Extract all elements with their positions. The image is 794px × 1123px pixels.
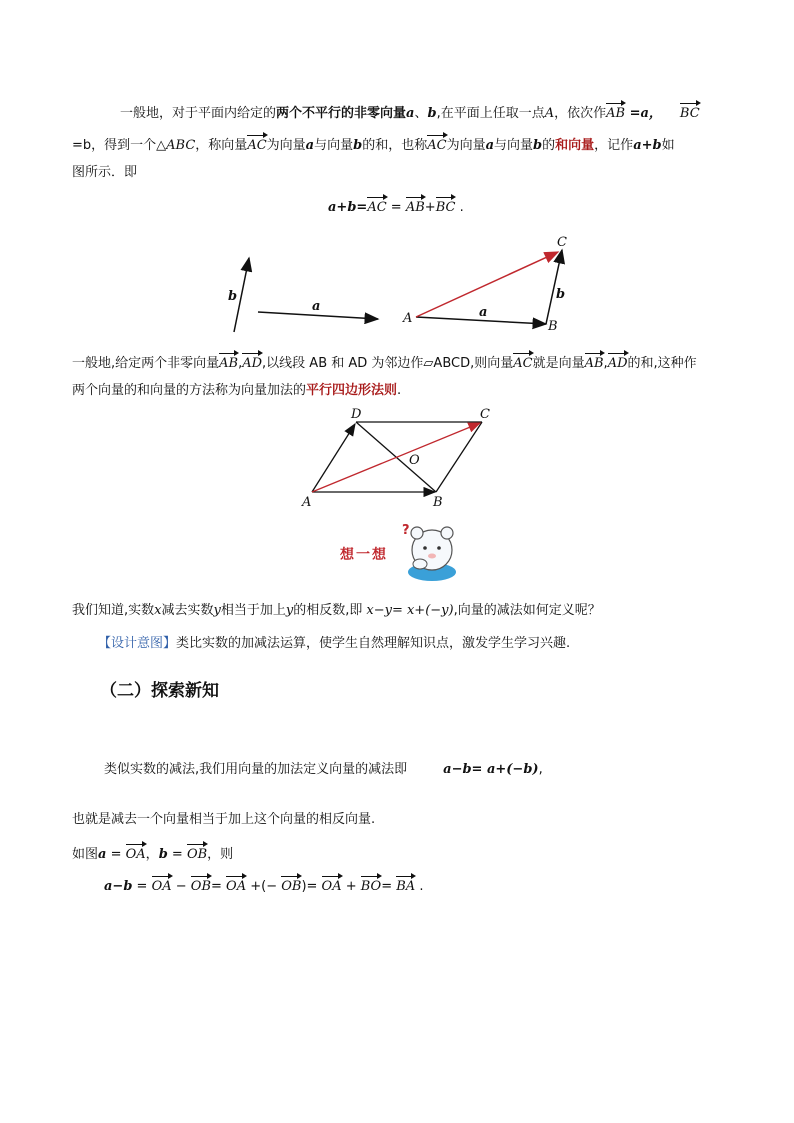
para1-line3: 图所示．即 xyxy=(72,165,138,180)
text: 的和，也称 xyxy=(362,138,428,153)
vector-b: b xyxy=(533,138,543,153)
text: 两个不平行的非零向量 xyxy=(276,106,407,121)
text: 的和,这种作 xyxy=(627,356,697,371)
term-sum-vector: 和向量 xyxy=(555,138,595,153)
vector-AC: AC xyxy=(367,196,386,217)
formula-sum xyxy=(328,196,794,217)
text: = xyxy=(211,879,227,894)
label-A: A xyxy=(403,311,413,326)
vector-a: a xyxy=(305,138,315,153)
vector-BC: BC xyxy=(680,102,700,123)
para3 xyxy=(72,602,724,620)
vector-AB: AB xyxy=(585,352,604,373)
label-a: a xyxy=(312,299,321,314)
vector-AB: AB xyxy=(219,352,238,373)
equation-xy: x−y= x+(−y) xyxy=(366,603,454,618)
label-B: B xyxy=(433,495,443,510)
text: ,在平面上任取一点 xyxy=(436,106,545,121)
design-intent xyxy=(98,635,750,653)
text: 我们知道,实数 xyxy=(72,603,155,618)
text: 一般地，对于平面内给定的 xyxy=(120,106,277,121)
text: =a， xyxy=(625,106,662,121)
vector-b: b xyxy=(427,106,437,121)
term-parallelogram-rule: 平行四边形法则 xyxy=(306,383,398,398)
text: + xyxy=(341,879,361,894)
text: , xyxy=(603,356,608,371)
triangle-ABC: ABC xyxy=(166,138,196,153)
text: 一般地,给定两个非零向量 xyxy=(72,356,220,371)
vector-AB: AB xyxy=(406,196,425,217)
vector-AC: AC xyxy=(247,134,266,155)
text: ,向量的减法如何定义呢？ xyxy=(453,603,601,618)
label-O: O xyxy=(409,453,420,468)
para1-line1 xyxy=(120,102,772,123)
text: = xyxy=(132,879,152,894)
vector-AD: AD xyxy=(242,352,262,373)
text: 与向量 xyxy=(314,138,354,153)
triangle-rule-figure xyxy=(220,230,580,340)
bear-thinking-icon xyxy=(398,520,468,584)
text: 的相反数,即 xyxy=(293,603,363,618)
vector-BC: BC xyxy=(436,196,456,217)
text: 两个向量的和向量的方法称为向量加法的 xyxy=(72,383,307,398)
label-b2: b xyxy=(556,287,566,302)
vector-OA: OA xyxy=(226,875,246,896)
text: 类似实数的减法,我们用向量的加法定义向量的减法即 xyxy=(104,762,408,777)
vector-AC: AC xyxy=(427,134,446,155)
para1-line2 xyxy=(72,134,724,155)
text: 的 xyxy=(542,138,556,153)
text: ， xyxy=(145,847,159,862)
text: 相当于加上 xyxy=(220,603,286,618)
text: ，记作 xyxy=(594,138,634,153)
expr-a-minus-b: a−b xyxy=(443,762,472,777)
text: . xyxy=(455,200,464,215)
label-C: C xyxy=(480,407,490,422)
formula-difference xyxy=(104,875,756,896)
text: )= xyxy=(301,879,322,894)
think-badge xyxy=(340,520,470,584)
vector-a: a xyxy=(406,106,415,121)
text: 与向量 xyxy=(494,138,534,153)
var-y: y xyxy=(285,603,294,618)
expr-a-plus-b: a+b xyxy=(633,138,662,153)
text: = xyxy=(381,879,397,894)
text: 如 xyxy=(661,138,675,153)
para4 xyxy=(104,761,756,779)
vector-AD: AD xyxy=(608,352,628,373)
vector-OB: OB xyxy=(191,875,211,896)
para2-line2 xyxy=(72,382,724,400)
text: ,以线段 AB 和 AD 为邻边作▱ABCD,则向量 xyxy=(262,356,514,371)
label-a2: a xyxy=(479,305,488,320)
point-A: A xyxy=(544,106,555,121)
design-intent-tag: 【设计意图】 xyxy=(98,636,177,651)
text: ，则 xyxy=(207,847,234,862)
expr-a-plus-neg-b: = a+(−b) xyxy=(471,762,539,777)
var-x: x xyxy=(154,603,162,618)
text: 、 xyxy=(414,106,428,121)
text: 类比实数的加减法运算，使学生自然理解知识点，激发学生学习兴趣. xyxy=(176,636,571,651)
text: =b，得到一个△ xyxy=(72,138,167,153)
label-B: B xyxy=(548,319,558,334)
formula-lhs: a−b xyxy=(104,879,133,894)
text: 就是向量 xyxy=(532,356,585,371)
vector-AC: AC xyxy=(513,352,532,373)
vector-OA: OA xyxy=(152,875,172,896)
text: 减去实数 xyxy=(161,603,214,618)
vector-AD-arrow xyxy=(312,424,355,492)
text: 如图 xyxy=(72,847,99,862)
text: . xyxy=(415,879,424,894)
text: − xyxy=(171,879,191,894)
para5: 也就是减去一个向量相当于加上这个向量的相反向量. xyxy=(72,812,376,827)
text: . xyxy=(397,383,402,398)
svg-text:?: ? xyxy=(402,523,410,538)
text: ，称向量 xyxy=(195,138,248,153)
var-y: y xyxy=(213,603,221,618)
formula-lhs: a+b= xyxy=(328,200,368,215)
section-heading: （二）探索新知 xyxy=(100,681,219,701)
text: = xyxy=(167,847,187,862)
label-C: C xyxy=(557,235,567,250)
label-D: D xyxy=(351,407,362,422)
para6 xyxy=(72,843,724,864)
vector-OB: OB xyxy=(187,843,207,864)
label-A: A xyxy=(302,495,312,510)
text: , xyxy=(538,762,543,777)
vector-OA: OA xyxy=(126,843,146,864)
vector-BA: BA xyxy=(396,875,415,896)
text: = xyxy=(386,200,406,215)
text: +(− xyxy=(246,879,282,894)
text: + xyxy=(424,200,436,215)
text: , xyxy=(238,356,243,371)
text: 为向量 xyxy=(266,138,306,153)
text: 为向量 xyxy=(446,138,486,153)
side-BC xyxy=(436,422,482,492)
vector-OB: OB xyxy=(281,875,301,896)
vector-b: b xyxy=(353,138,363,153)
text: = xyxy=(106,847,126,862)
para2-line1 xyxy=(72,352,724,373)
vector-AB: AB xyxy=(606,102,625,123)
vector-a: a xyxy=(485,138,495,153)
vector-AC-arrow xyxy=(312,423,480,492)
vector-a: a xyxy=(98,847,107,862)
vector-BO: BO xyxy=(361,875,381,896)
label-b: b xyxy=(228,289,238,304)
think-label: 想一想 xyxy=(340,547,388,563)
vector-OA: OA xyxy=(322,875,342,896)
text: ，依次作 xyxy=(554,106,607,121)
parallelogram-figure xyxy=(296,406,506,512)
vector-b: b xyxy=(158,847,168,862)
